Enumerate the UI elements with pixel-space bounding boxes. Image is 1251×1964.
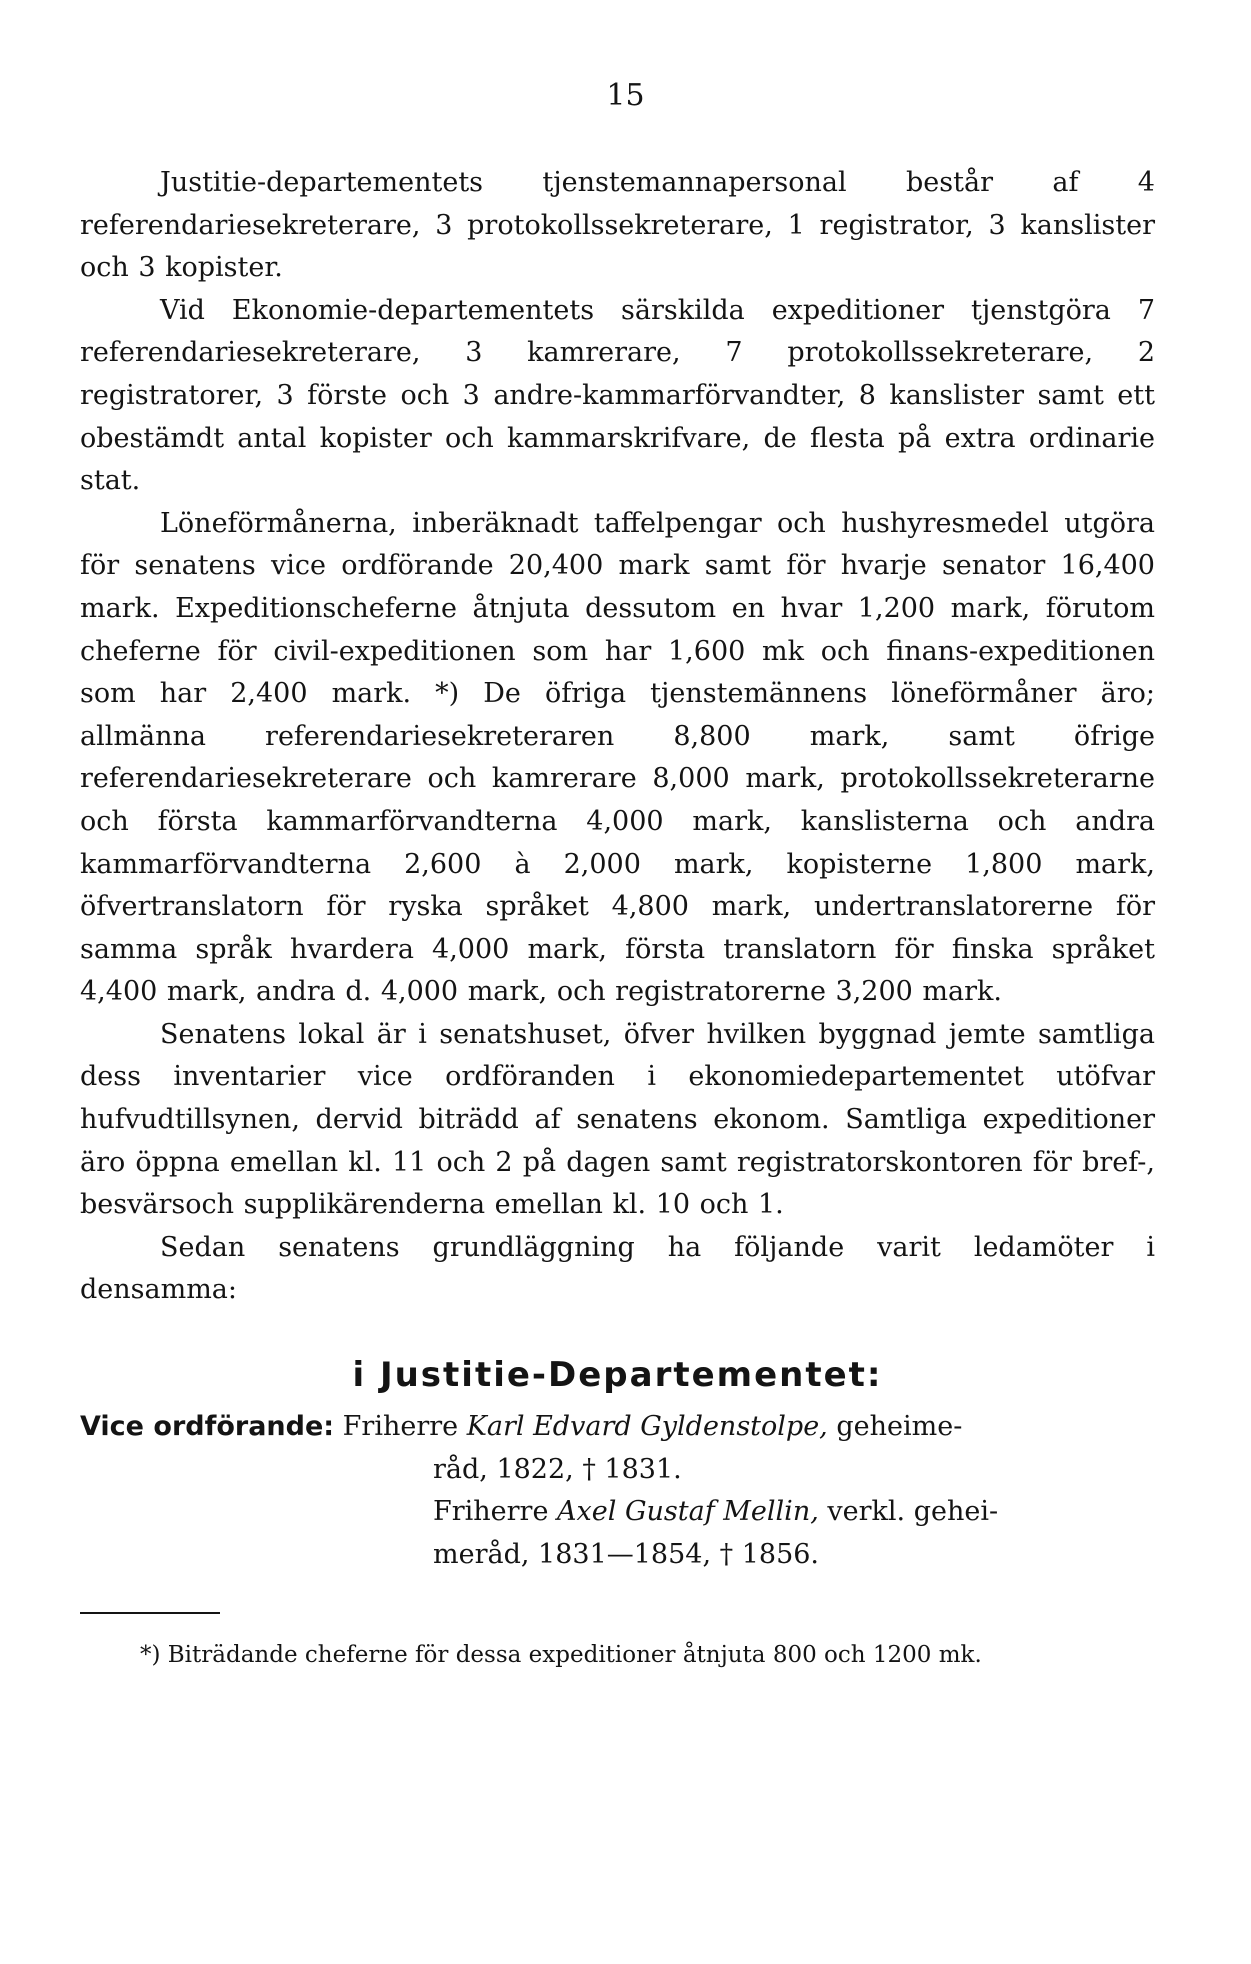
entry-dates: råd, 1822, † 1831. <box>433 1453 682 1485</box>
paragraph-staff-economy: Vid Ekonomie-departementets särskilda expeditioner tjenstgöra 7 referendariesekreterare, 3 kamrerare, 7 protokollssekreterare, 2 registratorer, 3 förste och 3 andre-kammarförvandter, 8 kanslister samt ett obestämdt antal kopister och kammarskrifvare, de flesta på extra ordinarie stat. <box>80 294 1155 497</box>
page-number: 15 <box>606 78 645 113</box>
body-text <box>80 162 1155 1696</box>
section-heading: i Justitie-Departementet: <box>352 1355 883 1396</box>
paragraph-premises: Senatens lokal är i senatshuset, öfver hvilken byggnad jemte samtliga dess inventarier vice ordföranden i ekonomiedepartementet utöfvar hufvudtillsynen, dervid biträdd af senatens ekonom. Samtliga expeditioner äro öppna emellan kl. 11 och 2 på dagen samt registratorskontoren för bref-, besvärsoch supplikärenderna emellan kl. 10 och 1. <box>80 1018 1155 1221</box>
entry-role: Vice ordförande: <box>80 1411 335 1443</box>
paragraph-members-intro: Sedan senatens grundläggning ha följande varit ledamöter i densamma: <box>80 1231 1155 1306</box>
entry-rank: verkl. gehei- <box>827 1496 999 1528</box>
entry-title: Friherre <box>342 1411 459 1443</box>
entry-name: Karl Edvard Gyldenstolpe, <box>466 1411 828 1443</box>
entry-title: Friherre <box>433 1496 549 1528</box>
member-entry <box>80 1406 1155 1491</box>
entry-rank: geheime- <box>836 1411 963 1443</box>
member-entry <box>80 1491 1155 1576</box>
entry-dates: meråd, 1831—1854, † 1856. <box>433 1538 820 1570</box>
paragraph-salaries: Löneförmånerna, inberäknadt taffelpengar och hushyresmedel utgöra för senatens vice ordförande 20,400 mark samt för hvarje senator 16,400 mark. Expeditionscheferne åtnjuta dessutom en hvar 1,200 mark, förutom cheferne för civil-expeditionen som har 1,600 mk och finans-expeditionen som har 2,400 mark. *) De öfriga tjenstemännens löneförmåner äro; allmänna referendariesekreteraren 8,800 mark, samt öfrige referendariesekreterare och kamrerare 8,000 mark, protokollssekreterarne och första kammarförvandterna 4,000 mark, kanslisterna och andra kammarförvandterna 2,600 à 2,000 mark, kopisterne 1,800 mark, öfvertranslatorn för ryska språket 4,800 mark, undertranslatorerne för samma språk hvardera 4,000 mark, första translatorn för finska språket 4,400 mark, andra d. 4,000 mark, och registratorerne 3,200 mark. <box>80 507 1155 1008</box>
footnote: *) Biträdande cheferne för dessa expeditioner åtnjuta 800 och 1200 mk. <box>140 1642 982 1669</box>
footnote-divider <box>80 1612 220 1614</box>
entry-name: Axel Gustaf Mellin, <box>557 1496 819 1528</box>
paragraph-staff-justice: Justitie-departementets tjenstemannapersonal består af 4 referendariesekreterare, 3 protokollssekreterare, 1 registrator, 3 kanslister och 3 kopister. <box>80 167 1155 284</box>
